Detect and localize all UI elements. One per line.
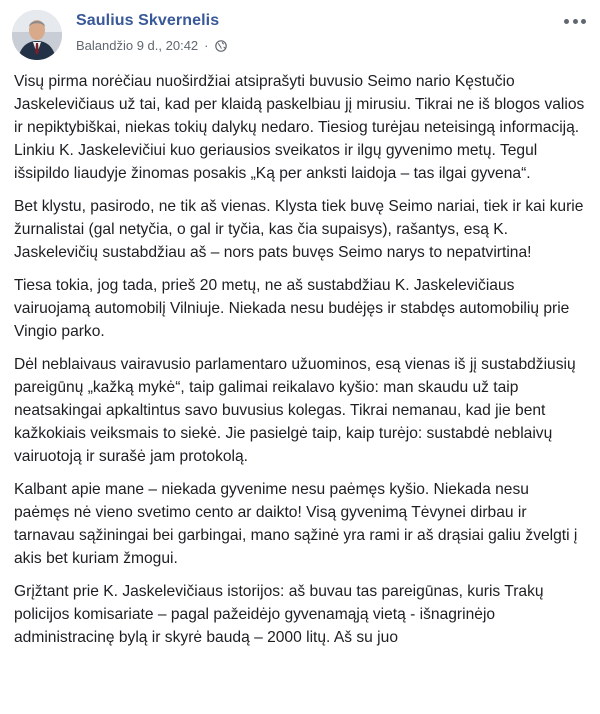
post-paragraph: Bet klystu, pasirodo, ne tik aš vienas. Klysta tiek buvę Seimo nariai, tiek ir kai kurie žurnalistai (gal netyčia, o gal ir tyčia, kas čia supaisys), rašantys, esą K. Jaskelevičių sustabdžiau aš – nors pats buvęs Seimo narys to nepatvirtina! xyxy=(14,198,584,261)
post-paragraph: Tiesa tokia, jog tada, prieš 20 metų, ne aš sustabdžiau K. Jaskelevičiaus vairuojamą automobilį Vilniuje. Niekada nesu budėjęs ir stabdęs automobilių prie Vingio parko. xyxy=(14,277,570,340)
post-content xyxy=(14,70,586,659)
post-timestamp[interactable]: Balandžio 9 d., 20:42 xyxy=(76,38,199,53)
post-paragraph: Dėl neblaivaus vairavusio parlamentaro užuominos, esą vienas iš jį sustabdžiusių pareigūnų „kažką mykė“, taip galimai reikalavo kyšio: man skaudu už taip neatsakingai apkaltintus savo buvusius kolegas. Tikrai nemanau, kad jie bent kažkokiais veiksmais to siekė. Jie pasielgė taip, kaip turėjo: sustabdė neblaivų vairuotoją ir surašė jam protokolą. xyxy=(14,356,576,465)
post-paragraph: Visų pirma norėčiau nuoširdžiai atsiprašyti buvusio Seimo nario Kęstučio Jaskelevičiaus už tai, kad per klaidą paskelbiau jį mirusiu. Tikrai ne iš blogos valios ir nepiktybiškai, niekas tokių dalykų nedaro. Tiesiog turėjau neteisingą informaciją. Linkiu K. Jaskelevičiui kuo geriausios sveikatos ir ilgų gyvenimo metų. Tegul išsipildo liaudyje žinomas posakis „Ką per anksti laidoja – tas ilgai gyvena“. xyxy=(14,73,585,182)
more-dot xyxy=(581,19,586,24)
author-name[interactable]: Saulius Skvernelis xyxy=(76,12,220,29)
more-options-icon[interactable] xyxy=(564,14,586,28)
post-header xyxy=(0,0,600,72)
globe-icon[interactable] xyxy=(215,40,227,52)
post-meta xyxy=(76,38,227,53)
more-dot xyxy=(564,19,569,24)
author-avatar[interactable] xyxy=(12,10,62,60)
meta-separator: · xyxy=(204,38,209,53)
post-paragraph: Kalbant apie mane – niekada gyvenime nesu paėmęs kyšio. Niekada nesu paėmęs nė vieno svetimo cento ar daikto! Visą gyvenimą Tėvynei dirbau ir tarnavau sąžiningai bei garbingai, mano sąžinė yra rami ir aš drąsiai galiu žvelgti į akis bet kuriam žmogui. xyxy=(14,481,578,567)
more-dot xyxy=(573,19,578,24)
post-paragraph: Grįžtant prie K. Jaskelevičiaus istorijos: aš buvau tas pareigūnas, kuris Trakų policijos komisariate – pagal pažeidėjo gyvenamąją vietą - išnagrinėjo administracinę bylą ir skyrė baudą – 2000 litų. Aš su juo xyxy=(14,583,544,646)
avatar-photo-icon xyxy=(12,10,62,60)
